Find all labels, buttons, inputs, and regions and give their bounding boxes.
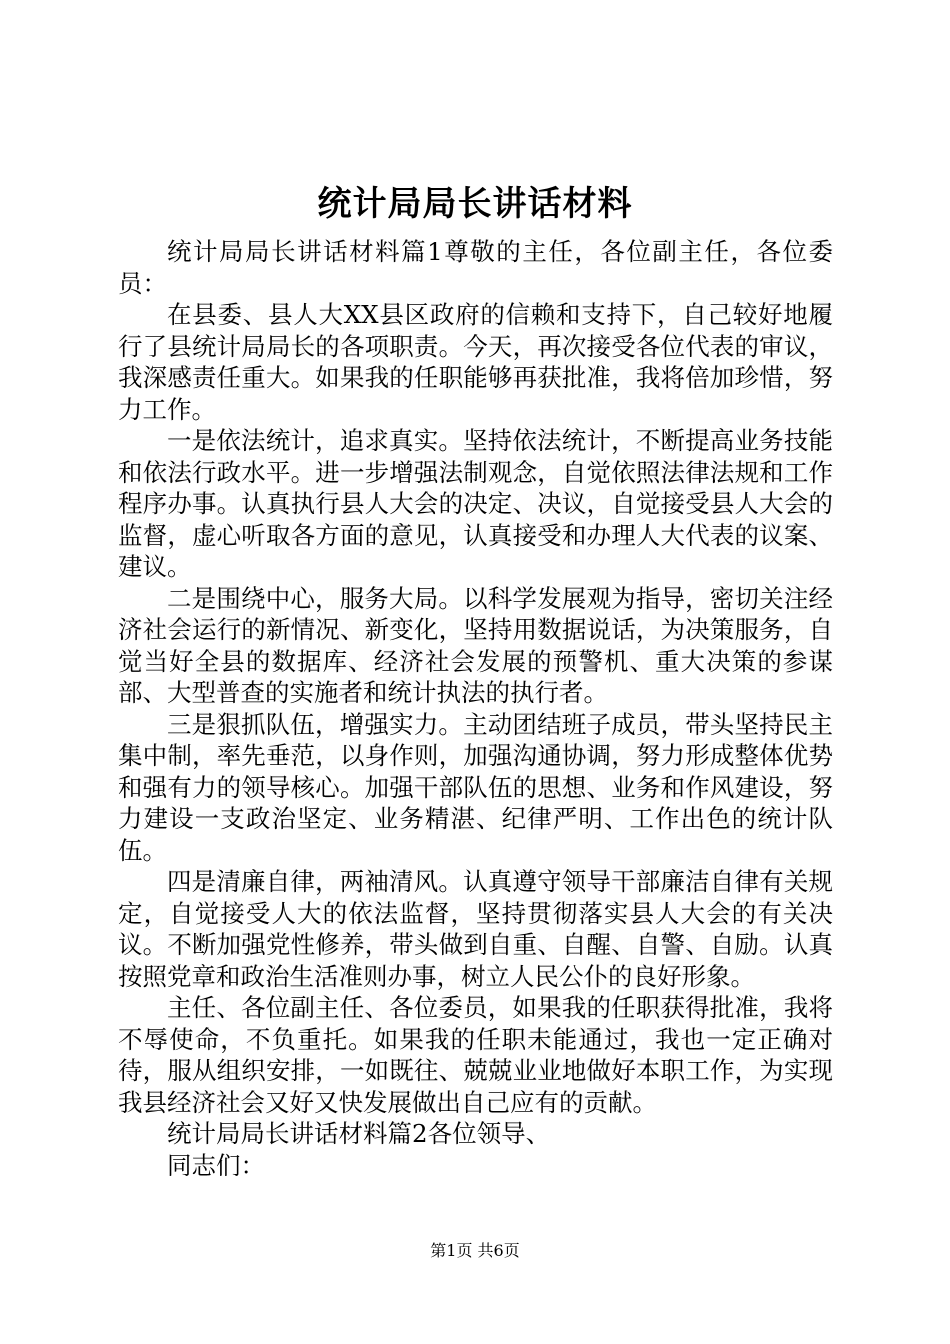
paragraph-part-two-greeting: 同志们：	[167, 1150, 265, 1180]
paragraph-point-three: 三是狠抓队伍，增强实力。主动团结班子成员，带头坚持民主集中制，率先垂范，以身作则，加强沟通协调，努力形成整体优势和强有力的领导核心。加强干部队伍的思想、业务和作风建设，努力建设一支政治坚定、业务精湛、纪律严明、工作出色的统计队伍。	[118, 709, 833, 865]
paragraph-closing: 主任、各位副主任、各位委员，如果我的任职获得批准，我将不辱使命，不负重托。如果我的任职未能通过，我也一定正确对待，服从组织安排，一如既往、兢兢业业地做好本职工作，为实现我县经济社会又好又快发展做出自己应有的贡献。	[118, 993, 833, 1117]
page-number-footer: 第1页 共6页	[430, 1241, 520, 1260]
paragraph-point-two: 二是围绕中心，服务大局。以科学发展观为指导，密切关注经济社会运行的新情况、新变化，坚持用数据说话，为决策服务，自觉当好全县的数据库、经济社会发展的预警机、重大决策的参谋部、大型普查的实施者和统计执法的执行者。	[118, 583, 833, 707]
paragraph-intro: 在县委、县人大XX县区政府的信赖和支持下，自己较好地履行了县统计局局长的各项职责。今天，再次接受各位代表的审议，我深感责任重大。如果我的任职能够再获批准，我将倍加珍惜，努力工作。	[118, 300, 833, 424]
document-title: 统计局局长讲话材料	[317, 184, 633, 224]
paragraph-salutation: 统计局局长讲话材料篇1尊敬的主任，各位副主任，各位委员：	[118, 237, 833, 298]
document-body	[118, 236, 833, 1181]
paragraph-point-four: 四是清廉自律，两袖清风。认真遵守领导干部廉洁自律有关规定，自觉接受人大的依法监督，坚持贯彻落实县人大会的有关决议。不断加强党性修养，带头做到自重、自醒、自警、自励。认真按照党章和政治生活准则办事，树立人民公仆的良好形象。	[118, 867, 833, 991]
paragraph-point-one: 一是依法统计，追求真实。坚持依法统计，不断提高业务技能和依法行政水平。进一步增强法制观念，自觉依照法律法规和工作程序办事。认真执行县人大会的决定、决议，自觉接受县人大会的监督，虚心听取各方面的意见，认真接受和办理人大代表的议案、建议。	[118, 426, 833, 581]
paragraph-part-two-heading: 统计局局长讲话材料篇2各位领导、	[167, 1119, 551, 1148]
